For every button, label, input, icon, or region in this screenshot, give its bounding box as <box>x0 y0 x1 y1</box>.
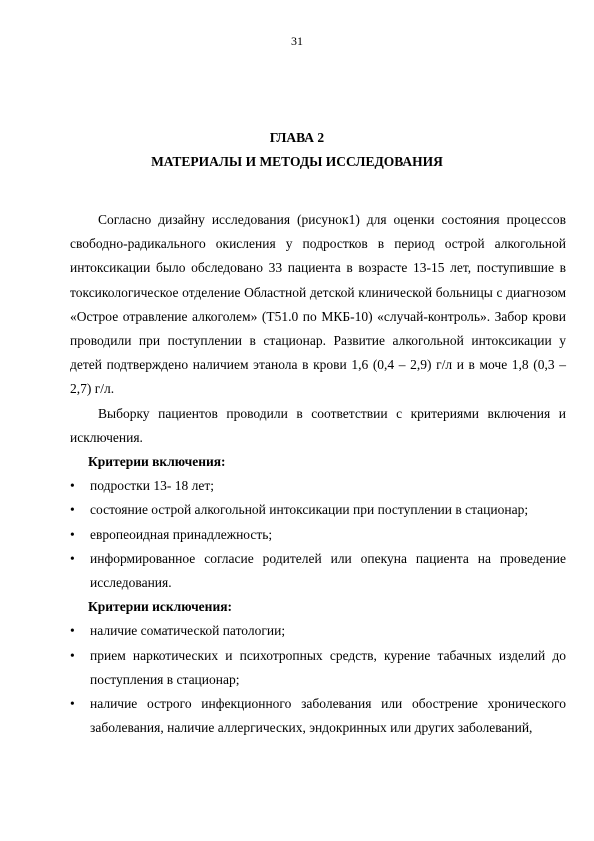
exclusion-criteria-heading: Критерии исключения: <box>88 599 233 615</box>
list-item-text: состояние острой алкогольной интоксикации при поступлении в стационар; <box>90 502 529 518</box>
bullet-icon: • <box>70 502 75 518</box>
page-number: 31 <box>291 34 303 48</box>
inclusion-criteria-heading: Критерии включения: <box>88 454 226 470</box>
list-item <box>70 498 566 522</box>
bullet-icon: • <box>70 526 75 542</box>
list-item-text: информированное согласие родителей или опекуна пациента на проведение исследования. <box>90 550 566 591</box>
paragraph: Согласно дизайну исследования (рисунок1) для оценки состояния процессов свободно-радикального окисления у подростков в период острой алкогольной интоксикации было обследовано 33 пациента в возрасте 13-15 лет, поступившие в токсикологическое отделение Областной детской клинической больницы с диагнозом «Острое отравление алкоголем» (Т51.0 по МКБ-10) «случай-контроль». Забор крови проводили при поступлении в стационар. Развитие алкогольной интоксикации у детей подтверждено наличием этанола в крови 1,6 (0,4 – 2,9) г/л и в моче 1,8 (0,3 – 2,7) г/л. <box>70 212 566 397</box>
list-item-text: прием наркотических и психотропных средств, курение табачных изделий до поступления в стационар; <box>90 647 566 687</box>
list-item-text: подростки 13- 18 лет; <box>90 478 214 494</box>
bullet-icon: • <box>70 647 75 663</box>
exclusion-criteria-list <box>70 619 566 740</box>
chapter-title: МАТЕРИАЛЫ И МЕТОДЫ ИССЛЕДОВАНИЯ <box>151 154 443 169</box>
list-item <box>70 619 566 643</box>
list-item-text: наличие соматической патологии; <box>90 623 286 639</box>
list-item-text: наличие острого инфекционного заболевания или обострение хронического заболевания, наличие аллергических, эндокринных или других заболеваний, <box>90 696 566 736</box>
chapter-heading <box>0 126 594 174</box>
bullet-icon: • <box>70 696 75 712</box>
list-item <box>70 523 566 547</box>
list-item <box>70 474 566 498</box>
list-item <box>70 644 566 692</box>
inclusion-criteria-list <box>70 474 566 595</box>
bullet-icon: • <box>70 623 75 639</box>
list-item <box>70 692 566 740</box>
bullet-icon: • <box>70 550 75 566</box>
list-item <box>70 547 566 595</box>
bullet-icon: • <box>70 478 75 494</box>
list-item-text: европеоидная принадлежность; <box>90 526 273 542</box>
body-text <box>70 208 566 740</box>
paragraph: Выборку пациентов проводили в соответствии с критериями включения и исключения. <box>70 405 566 445</box>
chapter-label: ГЛАВА 2 <box>269 130 325 145</box>
